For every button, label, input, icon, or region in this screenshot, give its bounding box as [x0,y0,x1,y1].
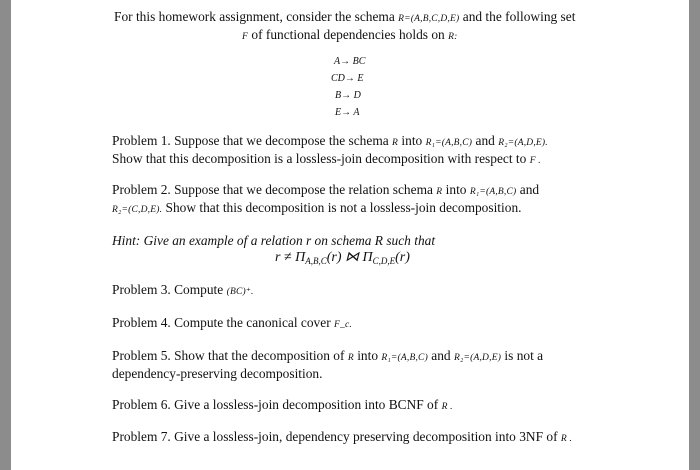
hint-sub-cde: C,D,E [372,256,396,266]
p4-text: Problem 4. Compute the canonical cover [112,315,331,330]
p5-text-d: is not a [504,348,544,363]
fd-1: A→ BC [334,56,366,67]
p1-text-b: into [401,133,423,148]
hint-sub-abc: A,B,C [305,256,327,266]
problem-1-line-1 [112,133,548,149]
p2-text-b: into [445,182,467,197]
p2-text-c: and [519,182,540,197]
p3-text: Problem 3. Compute [112,282,224,297]
document-page [11,0,689,470]
problem-3 [112,282,254,298]
problem-2-line-2 [112,200,522,216]
fd-3: B→ D [335,90,361,101]
p1-f: F . [529,156,541,166]
schema-r: R=(A,B,C,D,E) [398,14,460,24]
p5-text-c: and [431,348,451,363]
p2-r: R [436,187,443,197]
hint-line-1: Hint: Give an example of a relation r on schema R such that [112,233,436,248]
p2-r1: R₁=(A,B,C) [469,187,517,197]
hint-join: (r) ⋈ Π [326,250,373,265]
p5-text-a: Problem 5. Show that the decomposition of [112,348,345,363]
intro-line-1 [114,9,575,25]
problem-7 [112,429,572,445]
intro-text-2: of functional dependencies holds on [251,27,445,42]
fd-2: CD→ E [331,73,364,84]
p3-expr: (BC)⁺. [226,287,254,297]
right-gray-margin [689,0,700,470]
p5-r1: R₁=(A,B,C) [381,353,428,363]
problem-5-line-1 [112,348,543,364]
fd-4: E→ A [335,107,360,118]
left-gray-margin [0,0,11,470]
r-symbol: R: [448,32,458,42]
p1-r2: R₂=(A,D,E). [498,138,548,148]
p1-text-a: Problem 1. Suppose that we decompose the schema [112,133,389,148]
intro-text-1: For this homework assignment, consider the schema [114,9,395,24]
problem-1-line-2 [112,151,541,167]
p5-r2: R₂=(A,D,E) [454,353,502,363]
hint-end: (r) [395,250,410,265]
p4-expr: F_c. [334,320,352,330]
problem-4 [112,315,352,331]
hint-formula [275,249,410,266]
p5-text-b: into [357,348,379,363]
p2-text-a: Problem 2. Suppose that we decompose the relation schema [112,182,433,197]
p5-r: R [347,353,354,363]
p7-r: R . [560,434,573,444]
p1-text-line2: Show that this decomposition is a lossless-join decomposition with respect to [112,151,527,166]
p1-text-c: and [475,133,495,148]
p1-r1: R₁=(A,B,C) [425,138,473,148]
p6-r: R . [441,402,453,412]
intro-line-2 [242,27,457,43]
problem-5-line-2: dependency-preserving decomposition. [112,366,323,381]
f-symbol: F [242,32,249,42]
p6-text: Problem 6. Give a lossless-join decomposition into BCNF of [112,397,439,412]
problem-2-line-1 [112,182,539,198]
p7-text: Problem 7. Give a lossless-join, dependency preserving decomposition into 3NF of [112,429,558,444]
intro-tail: and the following set [462,9,576,24]
hint-r-neq: r ≠ Π [275,250,306,265]
p2-r2: R₂=(C,D,E). [112,205,163,215]
p2-text-line2: Show that this decomposition is not a lossless-join decomposition. [165,200,522,215]
p1-r: R [392,138,399,148]
problem-6 [112,397,453,413]
